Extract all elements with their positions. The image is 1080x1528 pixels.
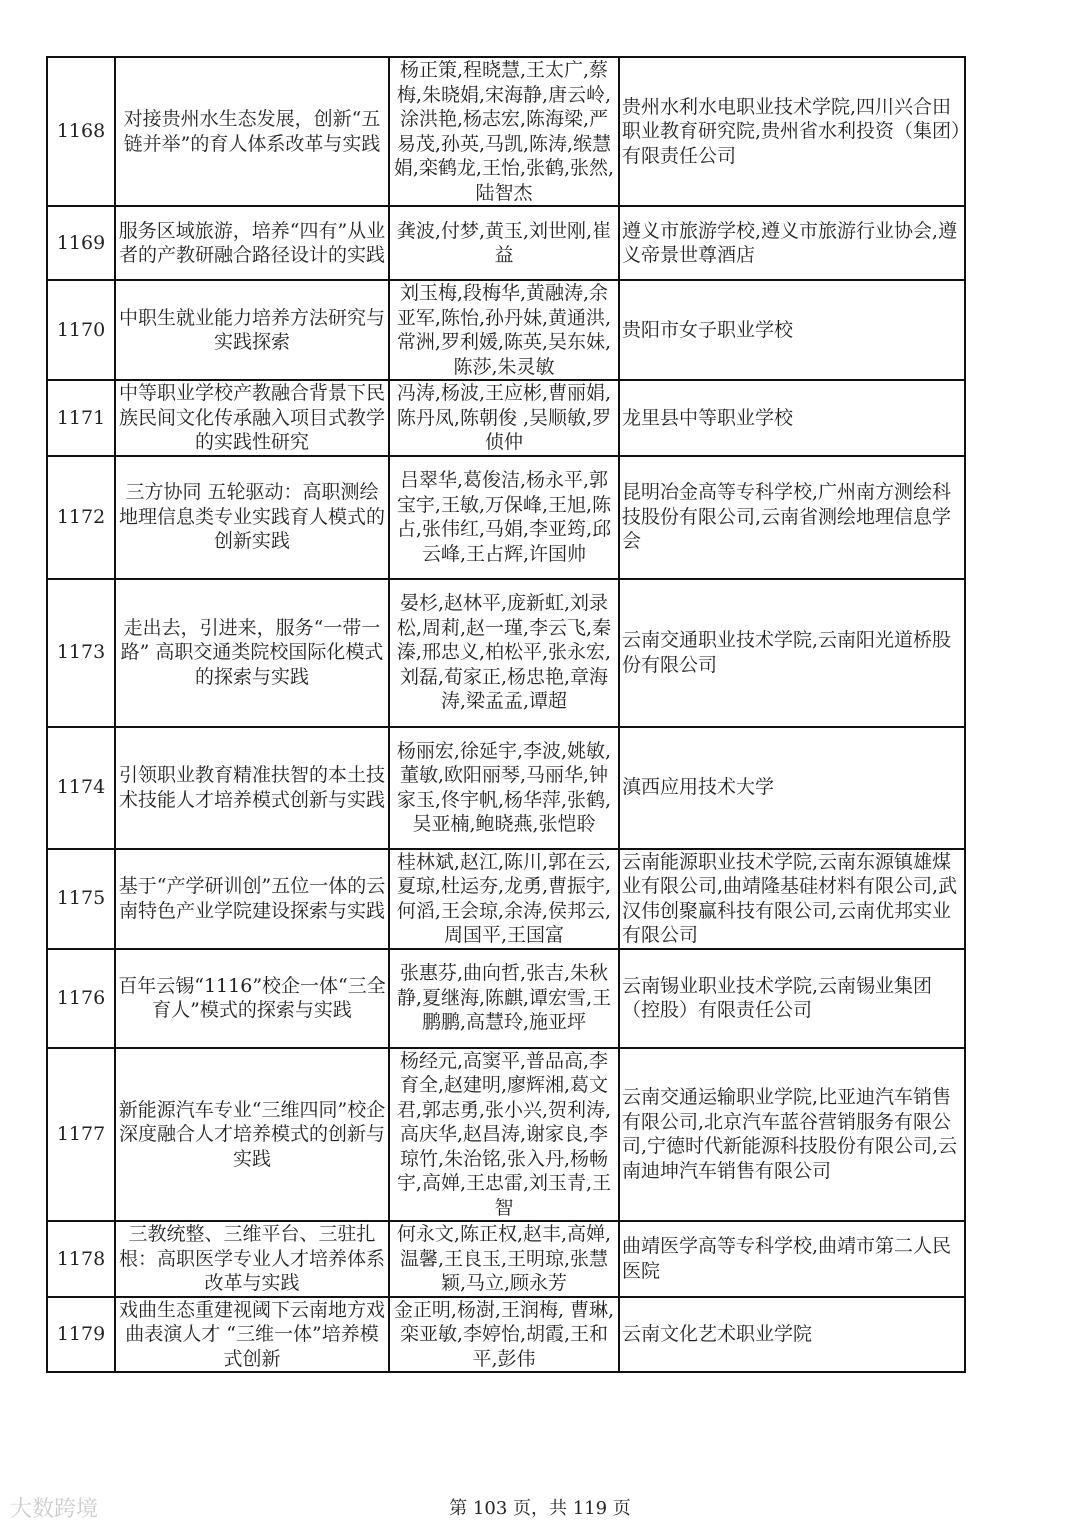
cell-org: 贵阳市女子职业学校 xyxy=(619,280,965,380)
cell-names: 何永文,陈正权,赵丰,高婵,温馨,王良玉,王明琼,张慧颖,马立,顾永芳 xyxy=(389,1221,619,1297)
cell-id: 1175 xyxy=(47,849,115,949)
cell-id: 1171 xyxy=(47,380,115,456)
cell-id: 1178 xyxy=(47,1221,115,1297)
cell-names: 张惠芬,曲向哲,张吉,朱秋静,夏继海,陈麒,谭宏雪,王鹏鹏,高慧玲,施亚坪 xyxy=(389,949,619,1048)
table-row xyxy=(47,949,965,1048)
cell-id: 1170 xyxy=(47,280,115,380)
cell-names: 龚波,付梦,黄玉,刘世刚,崔益 xyxy=(389,206,619,280)
cell-title: 新能源汽车专业“三维四同”校企深度融合人才培养模式的创新与实践 xyxy=(115,1048,389,1222)
cell-title: 走出去，引进来，服务“一带一路” 高职交通类院校国际化模式的探索与实践 xyxy=(115,579,389,727)
cell-names: 吕翠华,葛俊洁,杨永平,郭宝宇,王敏,万保峰,王旭,陈占,张伟红,马娟,李亚筠,邱云峰,王占辉,许国帅 xyxy=(389,456,619,579)
table-row xyxy=(47,57,965,206)
cell-title: 引领职业教育精准扶智的本土技术技能人才培养模式创新与实践 xyxy=(115,727,389,849)
cell-org: 云南文化艺术职业学院 xyxy=(619,1297,965,1373)
cell-title: 对接贵州水生态发展，创新“五链并举”的育人体系改革与实践 xyxy=(115,57,389,206)
watermark-logo: 大数跨境 xyxy=(10,1497,99,1522)
table-row xyxy=(47,727,965,849)
cell-id: 1172 xyxy=(47,456,115,579)
table-row xyxy=(47,579,965,727)
table-row xyxy=(47,1048,965,1222)
cell-names: 晏杉,赵林平,庞新虹,刘录松,周莉,赵一瑾,李云飞,秦溱,邢忠义,柏松平,张永宏,刘磊,荀家正,杨忠艳,章海涛,梁孟孟,谭超 xyxy=(389,579,619,727)
cell-org: 滇西应用技术大学 xyxy=(619,727,965,849)
cell-id: 1176 xyxy=(47,949,115,1048)
cell-id: 1179 xyxy=(47,1297,115,1373)
cell-names: 杨丽宏,徐延宇,李波,姚敏,董敏,欧阳丽琴,马丽华,钟家玉,佟宇帆,杨华萍,张鹤,吴亚楠,鲍晓燕,张恺聆 xyxy=(389,727,619,849)
table-row xyxy=(47,206,965,280)
cell-title: 三教统整、三维平台、三驻扎根：高职医学专业人才培养体系改革与实践 xyxy=(115,1221,389,1297)
cell-names: 杨正策,程晓慧,王太广,蔡梅,朱晓娟,宋海静,唐云岭,涂洪艳,杨志宏,陈海梁,严易茂,孙英,马凯,陈涛,缑慧娟,栾鹤龙,王怡,张鹤,张然,陆智杰 xyxy=(389,57,619,206)
table-row xyxy=(47,280,965,380)
results-table xyxy=(46,56,966,1373)
cell-title: 中职生就业能力培养方法研究与实践探索 xyxy=(115,280,389,380)
cell-org: 遵义市旅游学校,遵义市旅游行业协会,遵义帝景世尊酒店 xyxy=(619,206,965,280)
cell-names: 冯涛,杨波,王应彬,曹丽娟,陈丹凤,陈朝俊 ,吴顺敏,罗侦仲 xyxy=(389,380,619,456)
cell-org: 云南锡业职业技术学院,云南锡业集团（控股）有限责任公司 xyxy=(619,949,965,1048)
cell-org: 云南交通运输职业学院,比亚迪汽车销售有限公司,北京汽车蓝谷营销服务有限公司,宁德时代新能源科技股份有限公司,云南迪坤汽车销售有限公司 xyxy=(619,1048,965,1222)
cell-id: 1168 xyxy=(47,57,115,206)
cell-org: 云南交通职业技术学院,云南阳光道桥股份有限公司 xyxy=(619,579,965,727)
cell-title: 百年云锡“1116”校企一体“三全育人”模式的探索与实践 xyxy=(115,949,389,1048)
table-row xyxy=(47,1297,965,1373)
table-row xyxy=(47,456,965,579)
cell-org: 云南能源职业技术学院,云南东源镇雄煤业有限公司,曲靖隆基硅材料有限公司,武汉伟创聚赢科技有限公司,云南优邦实业有限公司 xyxy=(619,849,965,949)
cell-id: 1169 xyxy=(47,206,115,280)
cell-org: 曲靖医学高等专科学校,曲靖市第二人民医院 xyxy=(619,1221,965,1297)
table-row xyxy=(47,380,965,456)
table-row xyxy=(47,1221,965,1297)
cell-title: 服务区域旅游，培养“四有”从业者的产教研融合路径设计的实践 xyxy=(115,206,389,280)
cell-names: 杨经元,高窦平,普品高,李育全,赵建明,廖辉湘,葛文君,郭志勇,张小兴,贺利涛,高庆华,赵昌涛,谢家良,李琼竹,朱治铭,张入丹,杨畅宇,高婵,王忠雷,刘玉青,王智 xyxy=(389,1048,619,1222)
cell-names: 刘玉梅,段梅华,黄融涛,余亚军,陈怡,孙丹妹,黄通洪,常洲,罗利媛,陈英,吴东妹,陈莎,朱灵敏 xyxy=(389,280,619,380)
cell-names: 桂林斌,赵江,陈川,郭在云,夏琼,杜运夯,龙勇,曹振宇,何滔,王会琼,余涛,侯邦云,周国平,王国富 xyxy=(389,849,619,949)
cell-org: 贵州水利水电职业技术学院,四川兴合田职业教育研究院,贵州省水利投资（集团）有限责任公司 xyxy=(619,57,965,206)
cell-org: 龙里县中等职业学校 xyxy=(619,380,965,456)
cell-title: 戏曲生态重建视阈下云南地方戏曲表演人才 “三维一体”培养模式创新 xyxy=(115,1297,389,1373)
cell-title: 三方协同 五轮驱动：高职测绘地理信息类专业实践育人模式的创新实践 xyxy=(115,456,389,579)
cell-names: 金正明,杨澍,王润梅, 曹琳,栾亚敏,李婷怡,胡霞,王和平,彭伟 xyxy=(389,1297,619,1373)
cell-id: 1173 xyxy=(47,579,115,727)
cell-org: 昆明冶金高等专科学校,广州南方测绘科技股份有限公司,云南省测绘地理信息学会 xyxy=(619,456,965,579)
cell-title: 中等职业学校产教融合背景下民族民间文化传承融入项目式教学的实践性研究 xyxy=(115,380,389,456)
table-row xyxy=(47,849,965,949)
cell-id: 1174 xyxy=(47,727,115,849)
page-footer: 第 103 页，共 119 页 xyxy=(449,1498,631,1519)
cell-id: 1177 xyxy=(47,1048,115,1222)
cell-title: 基于“产学研训创”五位一体的云南特色产业学院建设探索与实践 xyxy=(115,849,389,949)
